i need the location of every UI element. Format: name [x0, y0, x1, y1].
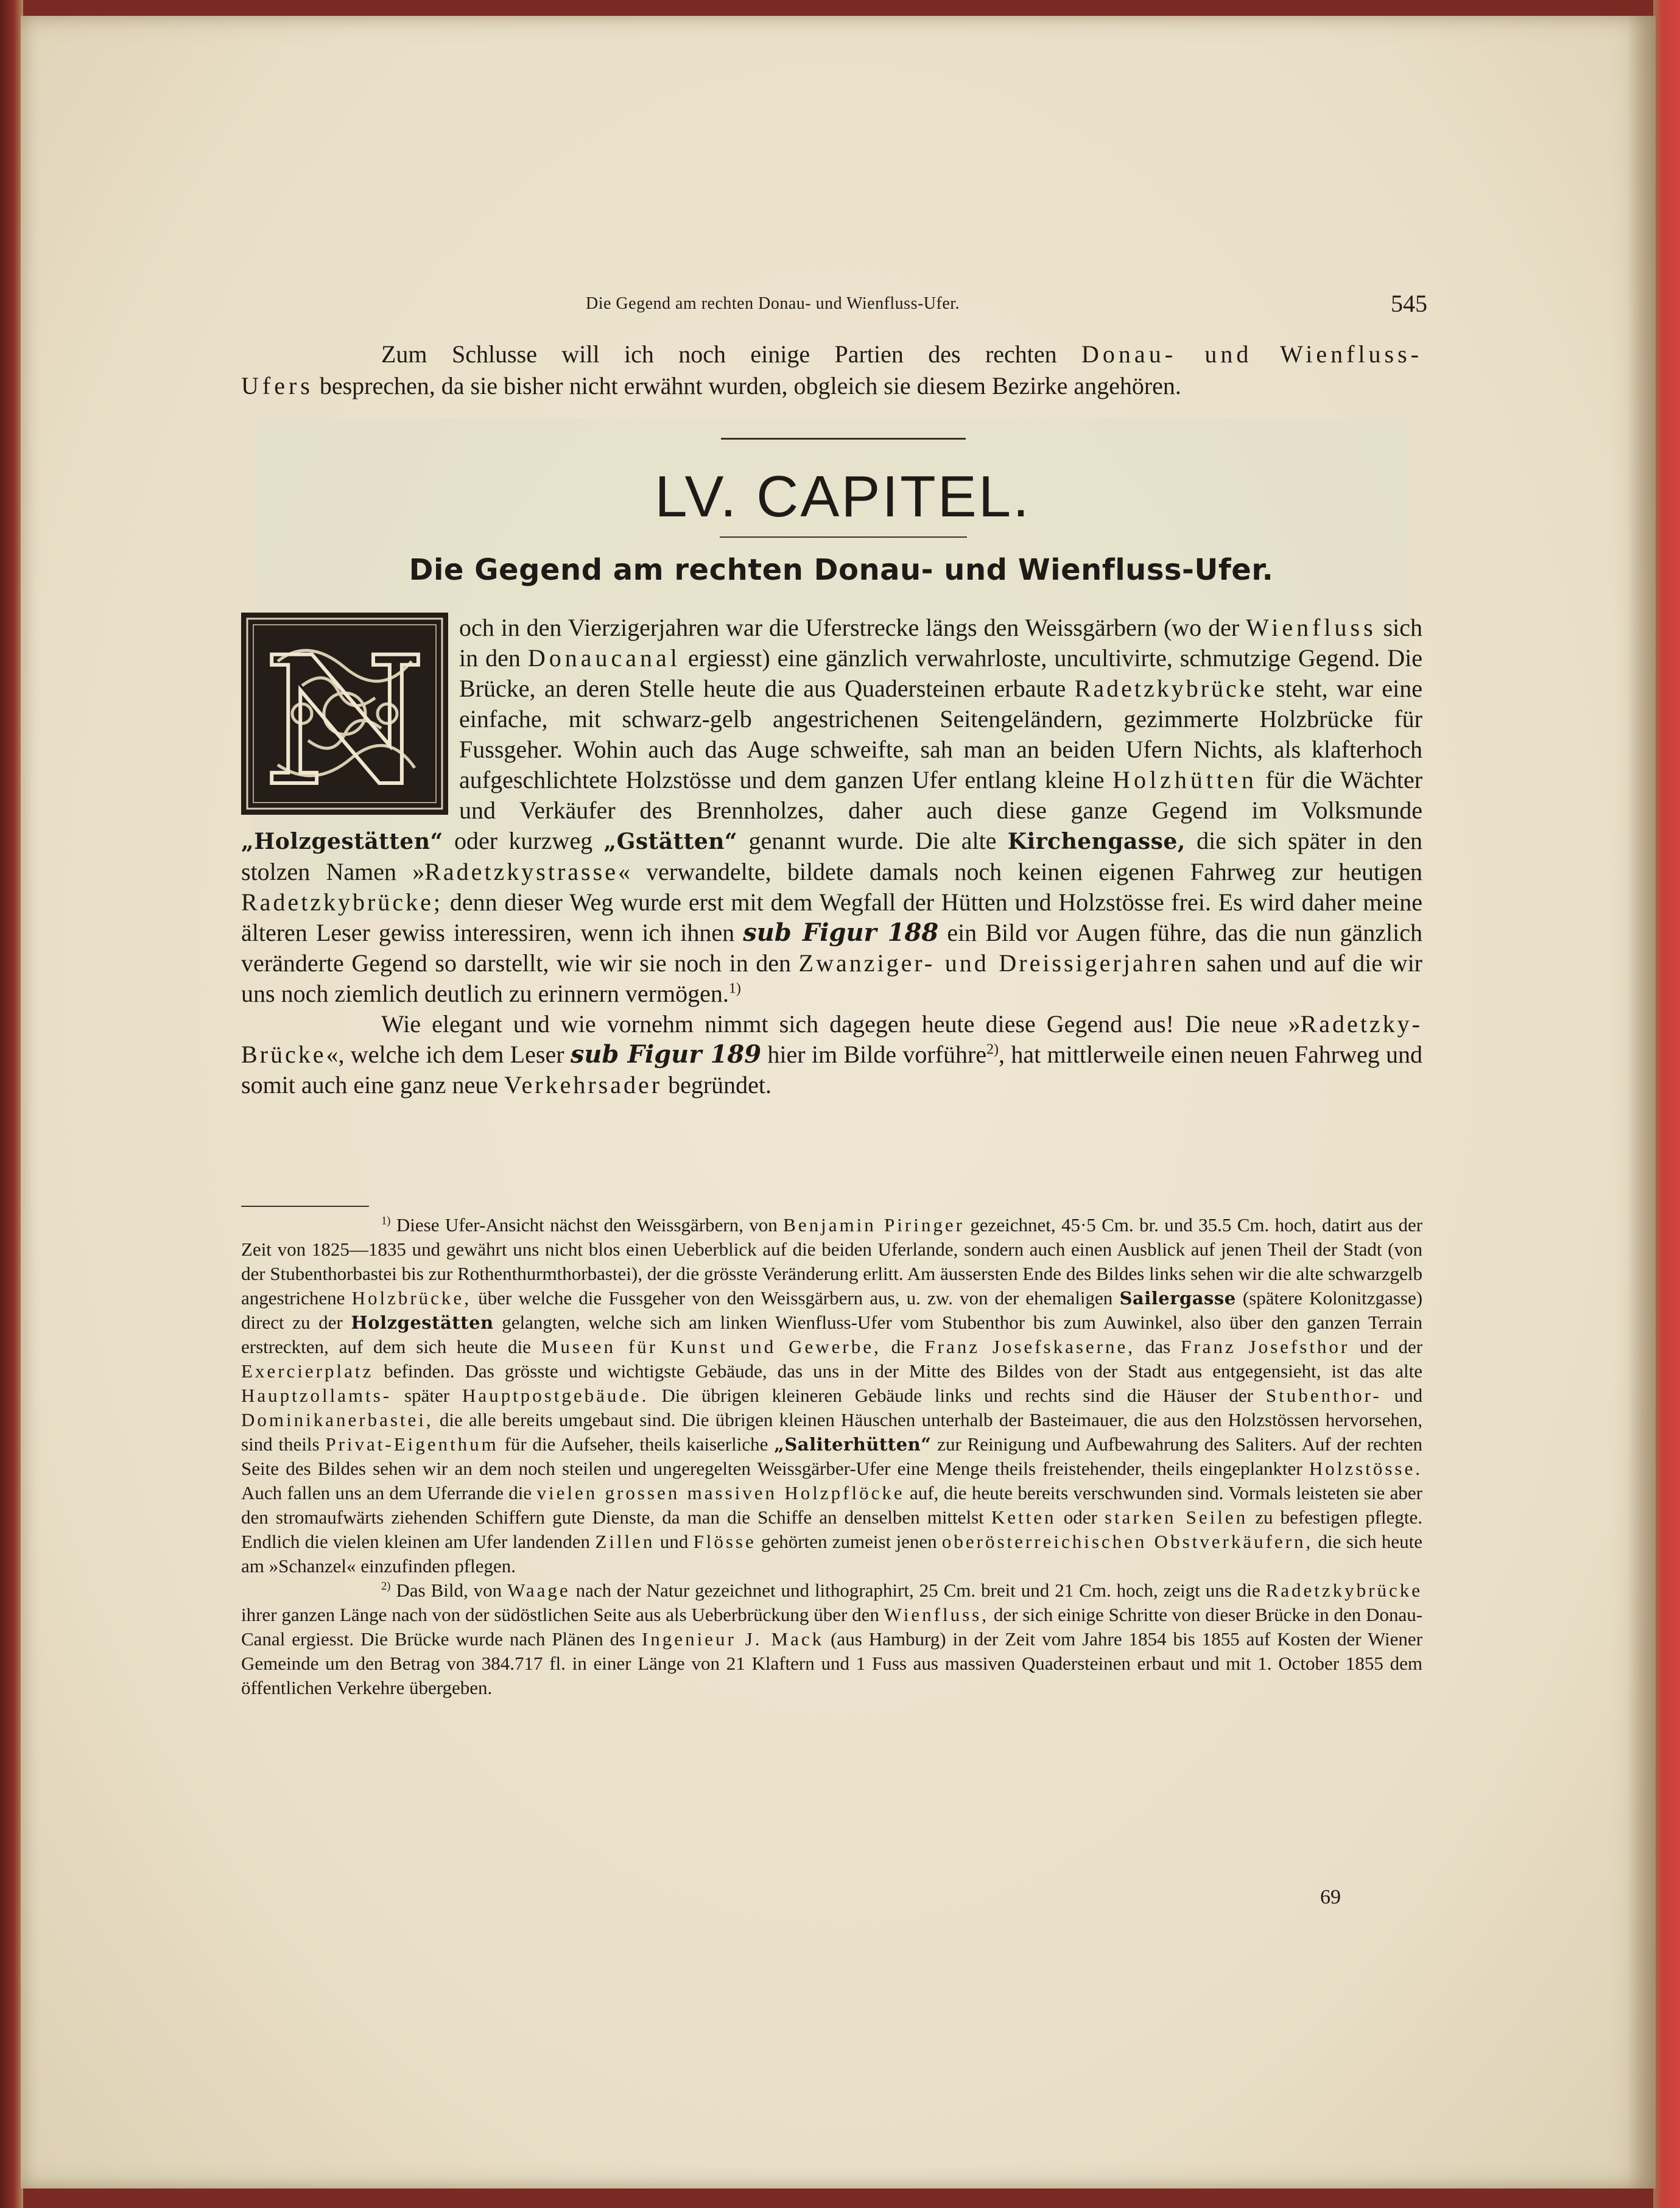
ornamental-initial — [241, 613, 448, 815]
footnotes — [241, 1213, 1422, 1700]
page-edge-shadow — [1628, 16, 1656, 2189]
book-binding-right — [1653, 0, 1680, 2208]
svg-text:N: N — [264, 618, 426, 815]
footnote-2: $^{2)}$ Das Bild, von Waage nach der Natur gezeichnet und lithographirt, 25 Cm. breit und 21 Cm. hoch, zeigt uns die Radetzkybrücke ihrer ganzen Länge nach von der südöstlichen Seite aus als Ueberbrückung über den Wienfluss, der sich einige Schritte von dieser Brücke in den Donau-Canal ergiesst. Die Brücke wurde nach Plänen des Ingenieur J. Mack (aus Hamburg) in der Zeit vom Jahre 1854 bis 1855 auf Kosten der Wiener Gemeinde um den Betrag von 384.717 fl. in einer Länge von 21 Klaftern und 1 Fuss aus massiven Quadersteinen erbaut und mit 1. October 1855 dem öffentlichen Verkehre übergeben. — [241, 1580, 1423, 1698]
section-title: Die Gegend am rechten Donau- und Wienfluss-Ufer. — [409, 553, 1274, 587]
footnote-rule — [241, 1206, 369, 1207]
page-number: 545 — [1391, 290, 1427, 317]
footnote-1: $^{1)}$ Diese Ufer-Ansicht nächst den Weissgärbern, von Benjamin Piringer gezeichnet, 45·5 Cm. br. und 35.5 Cm. hoch, datirt aus der Zeit von 1825—1835 und gewährt uns nicht blos einen Ueberblick auf die beiden Uferlande, sondern auch einen Ausblick auf jenen Theil der Stadt (von der Stubenthorbastei bis zur Rothenthurmthorbastei), der die grösste Veränderung erlitt. Am äussersten Ende des Bildes links sehen wir die alte schwarzgelb angestrichene Holzbrücke, über welche die Fussgeher von den Weissgärbern aus, u. zw. von der ehemaligen Sailergasse (spätere Kolonitzgasse) direct zu der Holzgestätten gelangten, welche sich am linken Wienfluss-Ufer vom Stubenthor bis zum Auwinkel, also über den ganzen Terrain erstreckten, auf dem sich heute die Museen für Kunst und Gewerbe, die Franz Josefskaserne, das Franz Josefsthor und der Exercierplatz befinden. Das grösste und wichtigste Gebäude, das uns in der Mitte des Bildes von der Stadt aus entgegensieht, ist das alte Hauptzollamts- später Hauptpostgebäude. Die übrigen kleineren Gebäude links und rechts sind die Häuser der Stubenthor- und Dominikanerbastei, die alle bereits umgebaut sind. Die übrigen kleinen Häuschen unterhalb der Basteimauer, die aus den Holzstössen hervorsehen, sind theils Privat-Eigenthum für die Aufseher, theils kaiserliche „Saliterhütten“ zur Reinigung und Aufbewahrung des Saliters. Auf der rechten Seite des Bildes sehen wir an dem noch steilen und ungeregelten Weissgärber-Ufer eine Menge theils freistehender, theils eingeplankter Holzstösse. Auch fallen uns an dem Uferrande die vielen grossen massiven Holzpflöcke auf, die heute bereits verschwunden sind. Vormals leisteten sie aber den stromaufwärts ziehenden Schiffern gute Dienste, da man die Schiffe an denselben mittelst Ketten oder starken Seilen zu befestigen pflegte. Endlich die vielen kleinen am Ufer landenden Zillen und Flösse gehörten zumeist jenen oberösterreichischen Obstverkäufern, die sich heute am »Schanzel« einzufinden pflegen. — [241, 1214, 1423, 1577]
chapter-title: LV. CAPITEL. — [655, 464, 1031, 529]
chapter-rule-top — [721, 438, 966, 440]
paragraph-1: och in den Vierzigerjahren war die Uferstrecke längs den Weissgärbern (wo der Wienfluss sich in den Donaucanal ergiesst) eine gänzlich verwahrloste, uncultivirte, schmutzige Gegend. Die Brücke, an deren Stelle heute die aus Quadersteinen erbaute Radetzkybrücke steht, war eine einfache, mit schwarz-gelb angestrichenen Seitengeländern, gezimmerte Holzbrücke für Fussgeher. Wohin auch das Auge schweifte, sah man an beiden Ufern Nichts, als klafterhoch aufgeschlichtete Holzstösse und dem ganzen Ufer entlang kleine Holzhütten für die Wächter und Verkäufer des Brennholzes, daher auch diese ganze Gegend im Volksmunde „Holzgestätten“ oder kurzweg „Gstätten“ genannt wurde. Die alte Kirchengasse, die sich später in den stolzen Namen »Radetzkystrasse« verwandelte, bildete damals noch keinen eigenen Fahrweg zur heutigen Radetzkybrücke; denn dieser Weg wurde erst mit dem Wegfall der Hütten und Holzstösse frei. Es wird daher meine älteren Leser gewiss interessiren, wenn ich ihnen sub Figur 188 ein Bild vor Augen führe, das die nun gänzlich veränderte Gegend so darstellt, wie wir sie noch in den Zwanziger- und Dreissigerjahren sahen und auf die wir uns noch ziemlich deutlich zu erinnern vermögen.$^{1)}$ — [241, 614, 1423, 1007]
paragraph-2: Wie elegant und wie vornehm nimmt sich dagegen heute diese Gegend aus! Die neue »Radetzky-Brücke«, welche ich dem Leser sub Figur 189 hier im Bilde vorführe$^{2)}$, hat mittlerweile einen neuen Fahrweg und somit auch eine ganz neue Verkehrsader begründet. — [241, 1010, 1423, 1099]
page-header — [240, 287, 1427, 323]
figure-ref-188: sub Figur 188 — [743, 918, 939, 947]
signature-mark: 69 — [1320, 1886, 1341, 1908]
intro-paragraph: Zum Schlusse will ich noch einige Partien des rechten Donau- und Wienfluss- Ufers besprechen, da sie bisher nicht erwähnt wurden, obgleich sie diesem Bezirke angehören. — [241, 340, 1422, 399]
chapter-body — [241, 613, 1422, 1100]
book-page — [21, 16, 1656, 2189]
chapter-rule-bottom — [720, 536, 967, 538]
running-head: Die Gegend am rechten Donau- und Wienfluss-Ufer. — [586, 294, 960, 313]
figure-ref-189: sub Figur 189 — [570, 1040, 762, 1069]
book-binding-left — [0, 0, 23, 2208]
